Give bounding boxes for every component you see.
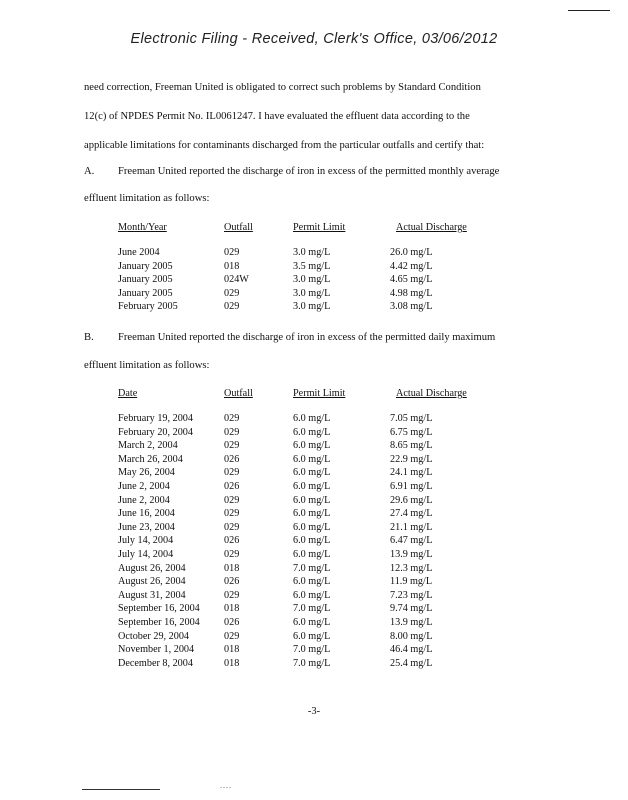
cell-date: March 26, 2004 (118, 453, 183, 465)
cell-outfall: 029 (224, 549, 240, 560)
table-row (118, 549, 538, 563)
table-row (118, 576, 538, 590)
cell-actual-discharge: 27.4 mg/L (390, 508, 433, 520)
col-header-actual-discharge: Actual Discharge (396, 388, 467, 399)
table-row (118, 535, 538, 549)
cell-actual-discharge: 24.1 mg/L (390, 467, 433, 479)
table-row (118, 495, 538, 509)
cell-outfall: 029 (224, 467, 240, 479)
filing-header: Electronic Filing - Received, Clerk's Office, 03/06/2012 (130, 31, 498, 47)
cell-permit-limit: 6.0 mg/L (293, 508, 331, 520)
table-row (118, 413, 538, 427)
cell-date: June 2, 2004 (118, 494, 170, 506)
cell-outfall: 029 (224, 521, 240, 533)
cell-outfall: 018 (224, 657, 240, 669)
cell-outfall: 029 (224, 301, 240, 313)
cell-permit-limit: 6.0 mg/L (293, 589, 331, 601)
cell-actual-discharge: 13.9 mg/L (390, 549, 433, 560)
cell-actual-discharge: 26.0 mg/L (390, 247, 433, 258)
cell-permit-limit: 3.0 mg/L (293, 274, 331, 286)
cell-permit-limit: 6.0 mg/L (293, 549, 331, 560)
cell-date: January 2005 (118, 287, 173, 299)
table-row (118, 301, 538, 315)
table-row (118, 631, 538, 645)
cell-actual-discharge: 7.05 mg/L (390, 413, 433, 424)
cell-permit-limit: 6.0 mg/L (293, 494, 331, 506)
cell-permit-limit: 6.0 mg/L (293, 521, 331, 533)
table-row (118, 288, 538, 302)
cell-outfall: 018 (224, 260, 240, 272)
table-row (118, 603, 538, 617)
section-a-line2: effluent limitation as follows: (84, 193, 210, 204)
cell-date: June 2004 (118, 247, 160, 258)
col-header-permit-limit: Permit Limit (293, 222, 346, 233)
cell-permit-limit: 6.0 mg/L (293, 630, 331, 642)
cell-permit-limit: 7.0 mg/L (293, 603, 331, 615)
cell-date: July 14, 2004 (118, 549, 174, 560)
cell-permit-limit: 3.5 mg/L (293, 260, 331, 272)
cell-date: February 20, 2004 (118, 426, 193, 438)
cell-date: May 26, 2004 (118, 467, 175, 479)
cell-permit-limit: 6.0 mg/L (293, 481, 331, 492)
cell-date: August 26, 2004 (118, 576, 186, 588)
cell-permit-limit: 6.0 mg/L (293, 440, 331, 452)
cell-outfall: 018 (224, 603, 240, 615)
col-header-date: Date (118, 388, 138, 399)
cell-actual-discharge: 4.42 mg/L (390, 260, 433, 272)
cell-permit-limit: 6.0 mg/L (293, 413, 331, 424)
col-header-actual-discharge: Actual Discharge (396, 222, 467, 233)
cell-permit-limit: 6.0 mg/L (293, 576, 331, 588)
cell-outfall: 029 (224, 247, 240, 258)
cell-actual-discharge: 29.6 mg/L (390, 494, 433, 506)
cell-date: June 23, 2004 (118, 521, 175, 533)
cell-outfall: 029 (224, 589, 240, 601)
cell-permit-limit: 3.0 mg/L (293, 287, 331, 299)
table-row (118, 261, 538, 275)
cell-actual-discharge: 3.08 mg/L (390, 301, 433, 313)
cell-outfall: 026 (224, 481, 240, 492)
cell-actual-discharge: 46.4 mg/L (390, 644, 433, 656)
cell-actual-discharge: 8.00 mg/L (390, 630, 433, 642)
table-row (118, 590, 538, 604)
footer-dots: .... (220, 781, 232, 790)
cell-outfall: 026 (224, 535, 240, 547)
cell-outfall: 029 (224, 440, 240, 452)
body-line-3: applicable limitations for contaminants discharged from the particular outfalls and certify that: (84, 140, 485, 151)
cell-outfall: 029 (224, 508, 240, 520)
body-line-2: 12(c) of NPDES Permit No. IL0061247. I have evaluated the effluent data according to the (84, 111, 470, 122)
cell-actual-discharge: 13.9 mg/L (390, 617, 433, 628)
section-b-line2: effluent limitation as follows: (84, 360, 210, 371)
table-row (118, 427, 538, 441)
table-row (118, 658, 538, 672)
cell-actual-discharge: 9.74 mg/L (390, 603, 433, 615)
table-row (118, 247, 538, 261)
col-header-outfall: Outfall (224, 222, 253, 233)
cell-date: January 2005 (118, 274, 173, 286)
section-b-label: B. (84, 332, 94, 343)
cell-date: February 19, 2004 (118, 413, 193, 424)
table-row (118, 644, 538, 658)
cell-actual-discharge: 21.1 mg/L (390, 521, 433, 533)
cell-permit-limit: 3.0 mg/L (293, 247, 331, 258)
col-header-month-year: Month/Year (118, 222, 167, 233)
cell-permit-limit: 7.0 mg/L (293, 657, 331, 669)
cell-permit-limit: 7.0 mg/L (293, 562, 331, 574)
cell-actual-discharge: 6.47 mg/L (390, 535, 433, 547)
cell-date: July 14, 2004 (118, 535, 174, 547)
table-row (118, 454, 538, 468)
cell-permit-limit: 6.0 mg/L (293, 453, 331, 465)
cell-outfall: 024W (224, 274, 249, 286)
cell-outfall: 029 (224, 494, 240, 506)
cell-permit-limit: 3.0 mg/L (293, 301, 331, 313)
cell-outfall: 029 (224, 287, 240, 299)
cell-actual-discharge: 8.65 mg/L (390, 440, 433, 452)
top-rule (568, 10, 610, 11)
cell-permit-limit: 6.0 mg/L (293, 467, 331, 479)
table-row (118, 440, 538, 454)
cell-outfall: 026 (224, 453, 240, 465)
cell-actual-discharge: 4.65 mg/L (390, 274, 433, 286)
cell-actual-discharge: 6.75 mg/L (390, 426, 433, 438)
cell-date: December 8, 2004 (118, 657, 193, 669)
table-row (118, 467, 538, 481)
cell-date: September 16, 2004 (118, 617, 200, 628)
table-row (118, 522, 538, 536)
cell-permit-limit: 6.0 mg/L (293, 426, 331, 438)
page-number: -3- (307, 706, 321, 717)
cell-outfall: 026 (224, 617, 240, 628)
cell-date: February 2005 (118, 301, 178, 313)
cell-date: November 1, 2004 (118, 644, 195, 656)
cell-permit-limit: 6.0 mg/L (293, 617, 331, 628)
col-header-outfall: Outfall (224, 388, 253, 399)
cell-actual-discharge: 12.3 mg/L (390, 562, 433, 574)
table-row (118, 481, 538, 495)
section-a-line1: Freeman United reported the discharge of iron in excess of the permitted monthly average (118, 166, 500, 177)
cell-permit-limit: 6.0 mg/L (293, 535, 331, 547)
cell-outfall: 026 (224, 576, 240, 588)
col-header-permit-limit: Permit Limit (293, 388, 346, 399)
cell-permit-limit: 7.0 mg/L (293, 644, 331, 656)
cell-actual-discharge: 11.9 mg/L (390, 576, 433, 588)
cell-outfall: 029 (224, 630, 240, 642)
cell-outfall: 029 (224, 413, 240, 424)
cell-date: June 16, 2004 (118, 508, 175, 520)
table-row (118, 274, 538, 288)
section-a-label: A. (84, 166, 95, 177)
table-row (118, 508, 538, 522)
cell-date: August 31, 2004 (118, 589, 186, 601)
cell-date: September 16, 2004 (118, 603, 200, 615)
cell-outfall: 018 (224, 644, 240, 656)
table-row (118, 563, 538, 577)
body-line-1: need correction, Freeman United is obligated to correct such problems by Standard Condition (84, 82, 481, 93)
cell-date: October 29, 2004 (118, 630, 190, 642)
section-b-line1: Freeman United reported the discharge of iron in excess of the permitted daily maximum (118, 332, 496, 343)
cell-outfall: 029 (224, 426, 240, 438)
cell-actual-discharge: 22.9 mg/L (390, 453, 433, 465)
cell-date: March 2, 2004 (118, 440, 178, 452)
cell-date: June 2, 2004 (118, 481, 170, 492)
table-row (118, 617, 538, 631)
cell-actual-discharge: 4.98 mg/L (390, 287, 433, 299)
cell-date: August 26, 2004 (118, 562, 186, 574)
cell-date: January 2005 (118, 260, 173, 272)
cell-outfall: 018 (224, 562, 240, 574)
cell-actual-discharge: 25.4 mg/L (390, 657, 433, 669)
cell-actual-discharge: 6.91 mg/L (390, 481, 433, 492)
cell-actual-discharge: 7.23 mg/L (390, 589, 433, 601)
footnote-rule (82, 789, 160, 790)
